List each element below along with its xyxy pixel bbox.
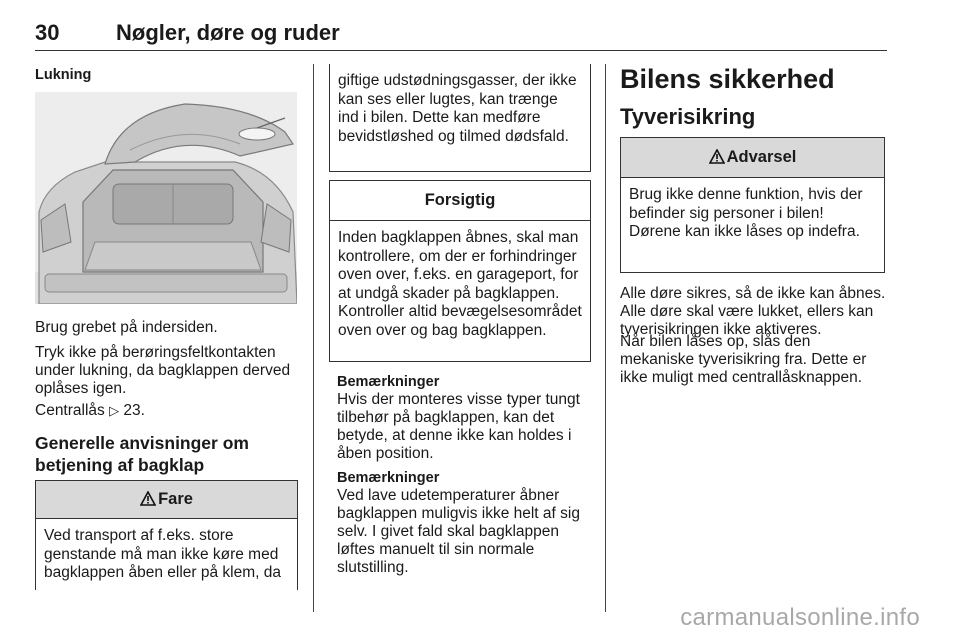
central-lock-text: Centrallås — [35, 402, 110, 419]
paragraph-doors-secured: Alle døre sikres, så de ikke kan åbnes. Alle døre skal være lukket, ellers kan tyverisikringen ikke aktiveres. — [620, 285, 886, 338]
paragraph-grip: Brug grebet på indersiden. — [35, 319, 218, 336]
header-rule — [35, 50, 887, 51]
danger-box-title: Fare — [158, 490, 193, 508]
tailgate-illustration — [35, 92, 297, 304]
central-lock-page-ref: 23. — [123, 402, 145, 419]
watermark: carmanualsonline.info — [680, 604, 920, 631]
danger-box-continued-text: giftige udstødningsgasser, der ikke kan ses eller lugtes, kan trænge ind i bilen. Dette kan medføre bevidstløshed og tilmed dødsfald. — [338, 72, 577, 145]
column-divider-2 — [605, 64, 606, 612]
page-number: 30 — [35, 20, 60, 45]
warning-triangle-icon — [140, 483, 156, 519]
chapter-title: Nøgler, døre og ruder — [116, 20, 340, 45]
note1-text: Hvis der monteres visse typer tungt tilbehør på bagklappen, kan det betyde, at denne ikke kan holdes i åben position. — [337, 391, 580, 462]
heading-general-instructions: Generelle anvisninger om betjening af bagklap — [35, 433, 249, 475]
danger-box-header — [36, 481, 297, 519]
warning-box-header — [621, 138, 884, 178]
caution-box — [329, 180, 591, 362]
warning-box-title: Advarsel — [726, 148, 797, 166]
warning-box — [620, 137, 885, 273]
note2-text: Ved lave udetemperaturer åbner bagklappen muligvis ikke helt af sig selv. I givet fald skal bagklappen løftes manuelt til sin normale slutstilling. — [337, 487, 580, 576]
paragraph-unlock: Når bilen låses op, slås den mekaniske tyverisikring fra. Dette er ikke muligt med centrallåsknappen. — [620, 333, 867, 386]
danger-box-continued — [329, 64, 591, 172]
note2-title: Bemærkninger — [337, 470, 440, 486]
heading-lukning: Lukning — [35, 67, 92, 83]
page-ref-arrow-icon: ▷ — [109, 403, 120, 418]
paragraph-central-lock — [35, 402, 305, 420]
warning-triangle-icon — [709, 140, 725, 178]
warning-box-text: Brug ikke denne funktion, hvis der befinder sig personer i bilen! Dørene kan ikke låses op indefra. — [629, 186, 863, 240]
note1-title: Bemærkninger — [337, 374, 440, 390]
section-title: Bilens sikkerhed — [620, 64, 835, 94]
danger-box — [35, 480, 298, 590]
danger-box-text: Ved transport af f.eks. store genstande må man ikke køre med bagklappen åben eller på klem, da — [44, 527, 281, 581]
car-tailgate-icon — [35, 92, 297, 304]
subsection-title: Tyverisikring — [620, 104, 756, 129]
caution-box-text: Inden bagklappen åbnes, skal man kontrollere, om der er forhindringer oven over, f.eks. en garageport, for at undgå skader på bagklappen. Kontroller altid bevægelsesområdet oven over og bag bagklappen. — [338, 229, 582, 339]
column-divider-1 — [313, 64, 314, 612]
caution-box-header: Forsigtig — [330, 181, 590, 221]
paragraph-touch-switch: Tryk ikke på berøringsfeltkontakten under lukning, da bagklappen derved oplåses igen. — [35, 344, 291, 397]
